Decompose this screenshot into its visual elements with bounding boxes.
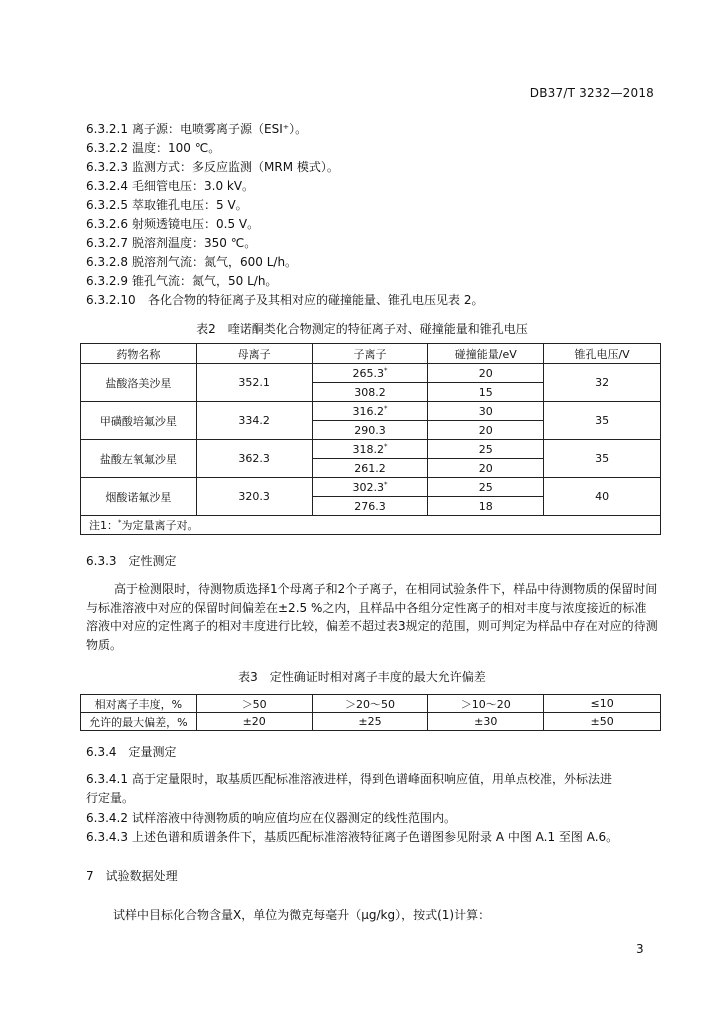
table2-row <box>81 402 661 421</box>
drug-name-cell: 甲磺酸培氟沙星 <box>81 402 197 440</box>
item-number: 6.3.4.3 <box>86 830 128 844</box>
product-ion-cell <box>312 402 428 421</box>
product-ion-cell <box>312 440 428 459</box>
product-ion-value: 316.2 <box>352 404 384 418</box>
product-ion-cell <box>312 383 428 402</box>
table3-caption: 表3 定性确证时相对离子丰度的最大允许偏差 <box>238 670 486 684</box>
item-text: 监测方式：多反应监测（MRM 模式）。 <box>132 160 339 174</box>
section-633-body: 高于检测限时，待测物质选择1个母离子和2个子离子，在相同试验条件下，样品中待测物质的保留时间与标准溶液中对应的保留时间偏差在±2.5 %之内，且样品中各组分定性离子的相对丰度与浓度接近的标准溶液中对应的定性离子的相对丰度进行比较，偏差不超过表3规定的范围，则可判定为样品中存在对应的待测物质。 <box>86 582 658 652</box>
note-prefix: 注1： <box>89 519 118 532</box>
section-7-heading: 7 试验数据处理 <box>86 869 178 883</box>
parent-ion-cell: 334.2 <box>196 402 312 440</box>
item-number: 6.3.2.6 <box>86 217 128 231</box>
section-634-heading: 6.3.4 定量测定 <box>86 745 177 759</box>
parameter-item <box>86 178 254 194</box>
parameter-item <box>86 140 220 156</box>
parameter-item <box>86 197 248 213</box>
item-text: 温度：100 ℃。 <box>132 141 221 155</box>
item-text: 试样溶液中待测物质的响应值均应在仪器测定的线性范围内。 <box>132 811 457 825</box>
drug-name-cell: 盐酸洛美沙星 <box>81 364 197 402</box>
table2-note-row <box>81 516 661 535</box>
collision-energy-cell: 20 <box>428 421 544 440</box>
item-text: 脱溶剂温度：350 ℃。 <box>132 236 257 250</box>
product-ion-cell <box>312 364 428 383</box>
drug-name-cell: 烟酸诺氟沙星 <box>81 478 197 516</box>
quant-marker: * <box>383 441 388 450</box>
product-ion-cell <box>312 497 428 516</box>
item-number: 6.3.2.2 <box>86 141 128 155</box>
parameter-item <box>86 292 483 308</box>
section-633-heading: 6.3.3 定性测定 <box>86 554 177 568</box>
product-ion-value: 265.3 <box>352 366 384 380</box>
parameter-item <box>86 254 297 270</box>
table3-cell: 相对离子丰度，% <box>81 695 197 713</box>
table3-cell: ±20 <box>196 713 312 731</box>
collision-energy-cell: 25 <box>428 478 544 497</box>
item-number: 6.3.2.8 <box>86 255 128 269</box>
table3-cell: ±30 <box>428 713 544 731</box>
table3-cell: ±25 <box>312 713 428 731</box>
collision-energy-cell: 30 <box>428 402 544 421</box>
parent-ion-cell: 352.1 <box>196 364 312 402</box>
table3-cell: ±50 <box>544 713 661 731</box>
item-number: 6.3.2.1 <box>86 122 128 136</box>
item-number: 6.3.2.10 <box>86 293 136 307</box>
product-ion-value: 308.2 <box>354 385 386 399</box>
table3-cell: ＞50 <box>196 695 312 713</box>
table3 <box>80 694 661 731</box>
item-number: 6.3.2.4 <box>86 179 128 193</box>
table2-header-cell: 碰撞能量/eV <box>428 344 544 364</box>
collision-energy-cell: 15 <box>428 383 544 402</box>
table2-note <box>81 516 661 535</box>
product-ion-value: 318.2 <box>352 442 384 456</box>
item-number: 6.3.4.2 <box>86 811 128 825</box>
page-number: 3 <box>636 942 644 956</box>
product-ion-value: 261.2 <box>354 461 386 475</box>
collision-energy-cell: 18 <box>428 497 544 516</box>
item-text: 脱溶剂气流：氮气，600 L/h。 <box>132 255 298 269</box>
product-ion-cell <box>312 421 428 440</box>
parameter-item <box>86 273 277 289</box>
note-marker: * <box>118 518 122 527</box>
collision-energy-cell: 25 <box>428 440 544 459</box>
note-text: 为定量离子对。 <box>121 519 199 532</box>
table2-caption: 表2 喹诺酮类化合物测定的特征离子对、碰撞能量和锥孔电压 <box>196 322 528 336</box>
table2-header-cell: 母离子 <box>196 344 312 364</box>
item-text: 毛细管电压：3.0 kV。 <box>132 179 255 193</box>
cone-voltage-cell: 35 <box>544 440 661 478</box>
item-number: 6.3.4.1 <box>86 772 128 786</box>
table3-cell: ≤10 <box>544 695 661 713</box>
table3-cell: ＞10～20 <box>428 695 544 713</box>
table2-header-cell: 锥孔电压/V <box>544 344 661 364</box>
table3-cell: ＞20～50 <box>312 695 428 713</box>
table2-header-row <box>81 344 661 364</box>
product-ion-value: 290.3 <box>354 423 386 437</box>
item-number: 6.3.2.3 <box>86 160 128 174</box>
table2-row <box>81 478 661 497</box>
table3-cell: 允许的最大偏差，% <box>81 713 197 731</box>
item-text: 各化合物的特征离子及其相对应的碰撞能量、锥孔电压见表 2。 <box>148 293 484 307</box>
section-6341-cont: 行定量。 <box>86 791 135 805</box>
parent-ion-cell: 362.3 <box>196 440 312 478</box>
item-text: 锥孔气流：氮气，50 L/h。 <box>132 274 278 288</box>
section-6343 <box>86 829 618 845</box>
item-text: 上述色谱和质谱条件下，基质匹配标准溶液特征离子色谱图参见附录 A 中图 A.1 至图 A.6。 <box>132 830 619 844</box>
item-text: 高于定量限时，取基质匹配标准溶液进样，得到色谱峰面积响应值，用单点校准，外标法进 <box>132 772 613 786</box>
table2 <box>80 343 661 535</box>
table2-header-cell: 子离子 <box>312 344 428 364</box>
parameter-item <box>86 159 339 175</box>
table3-row-abundance <box>81 695 661 713</box>
cone-voltage-cell: 35 <box>544 402 661 440</box>
section-6341 <box>86 771 612 787</box>
drug-name-cell: 盐酸左氧氟沙星 <box>81 440 197 478</box>
parameter-item <box>86 216 259 232</box>
product-ion-cell <box>312 459 428 478</box>
parameter-item <box>86 235 256 251</box>
cone-voltage-cell: 40 <box>544 478 661 516</box>
table2-row <box>81 364 661 383</box>
item-number: 6.3.2.9 <box>86 274 128 288</box>
section-7-body: 试样中目标化合物含量X，单位为微克每毫升（μg/kg），按式(1)计算： <box>113 908 491 922</box>
quant-marker: * <box>383 365 388 374</box>
parameter-item <box>86 121 307 137</box>
product-ion-value: 276.3 <box>354 499 386 513</box>
collision-energy-cell: 20 <box>428 459 544 478</box>
section-6342 <box>86 810 456 826</box>
table3-row-deviation <box>81 713 661 731</box>
item-number: 6.3.2.7 <box>86 236 128 250</box>
product-ion-value: 302.3 <box>352 480 384 494</box>
product-ion-cell <box>312 478 428 497</box>
quant-marker: * <box>383 479 388 488</box>
collision-energy-cell: 20 <box>428 364 544 383</box>
item-text: 萃取锥孔电压：5 V。 <box>132 198 248 212</box>
item-text: 离子源：电喷雾离子源（ESI⁺）。 <box>132 122 308 136</box>
item-text: 射频透镜电压：0.5 V。 <box>132 217 260 231</box>
table2-row <box>81 440 661 459</box>
item-number: 6.3.2.5 <box>86 198 128 212</box>
table2-header-cell: 药物名称 <box>81 344 197 364</box>
cone-voltage-cell: 32 <box>544 364 661 402</box>
parent-ion-cell: 320.3 <box>196 478 312 516</box>
quant-marker: * <box>383 403 388 412</box>
document-id: DB37/T 3232—2018 <box>529 86 654 100</box>
